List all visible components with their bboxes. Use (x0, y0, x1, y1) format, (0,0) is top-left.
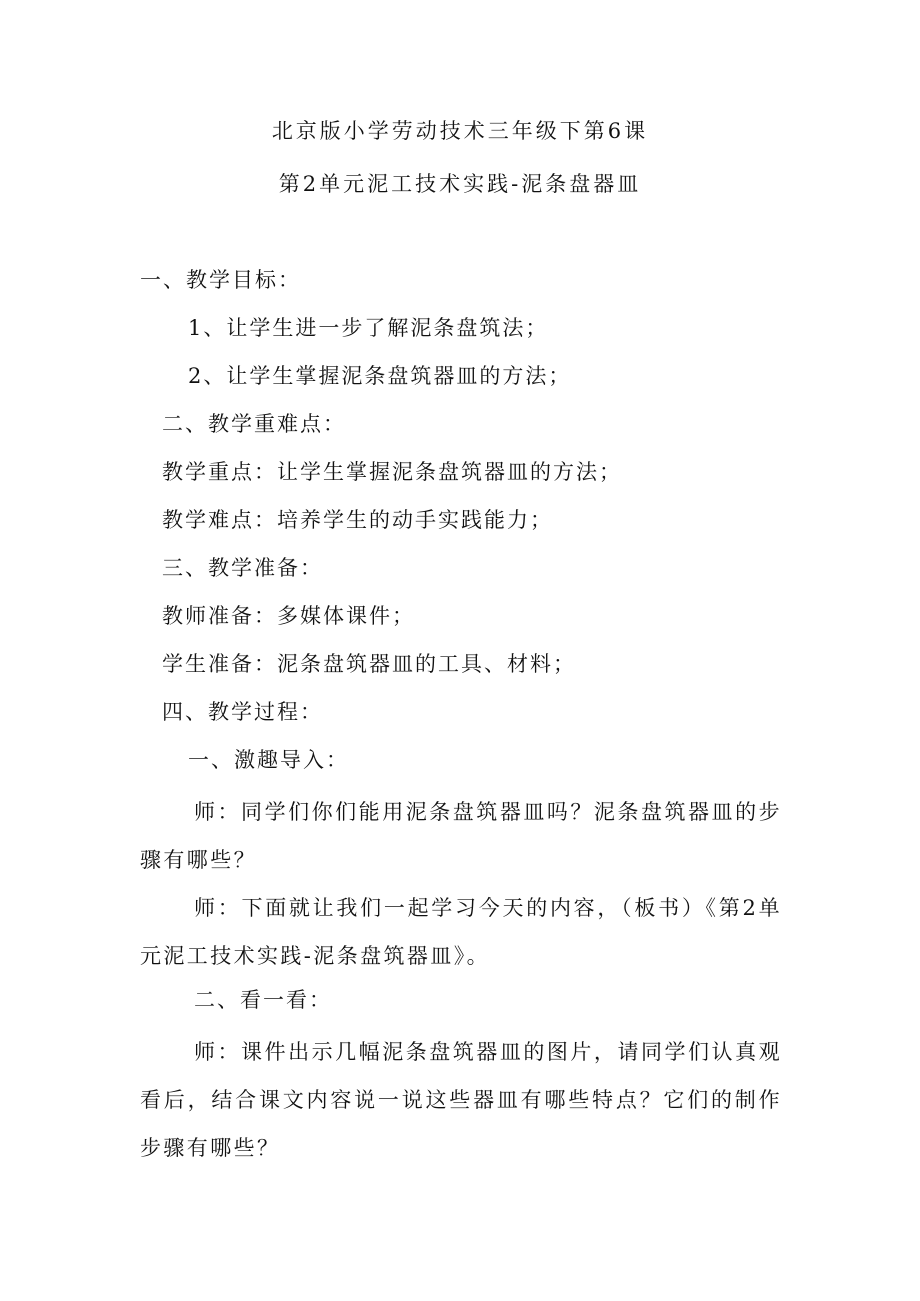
key-points-heading: 二、教学重难点： (162, 412, 346, 436)
difficult-point-text: 教学难点：培养学生的动手实践能力； (162, 508, 553, 532)
objectives-heading: 一、教学目标： (140, 268, 301, 292)
process-heading: 四、教学过程： (162, 700, 323, 724)
step2-paragraph-1: 师：课件出示几幅泥条盘筑器皿的图片，请同学们认真观看后，结合课文内容说一说这些器皿有哪些特点？它们的制作步骤有哪些？ (140, 1040, 782, 1160)
teacher-prep-text: 教师准备：多媒体课件； (162, 604, 415, 628)
key-point-text: 教学重点：让学生掌握泥条盘筑器皿的方法； (162, 460, 622, 484)
objective-item-2: 2、让学生掌握泥条盘筑器皿的方法； (188, 364, 572, 388)
preparation-heading: 三、教学准备： (162, 556, 323, 580)
objective-item-1: 1、让学生进一步了解泥条盘筑法； (188, 316, 549, 340)
step2-heading: 二、看一看： (194, 988, 332, 1012)
document-title: 北京版小学劳动技术三年级下第6课 (271, 119, 649, 143)
step1-paragraph-1: 师：同学们你们能用泥条盘筑器皿吗？泥条盘筑器皿的步骤有哪些？ (140, 800, 782, 872)
step1-heading: 一、激趣导入： (188, 748, 349, 772)
document-subtitle: 第2单元泥工技术实践-泥条盘器皿 (278, 172, 642, 196)
student-prep-text: 学生准备：泥条盘筑器皿的工具、材料； (162, 652, 576, 676)
step1-paragraph-2: 师：下面就让我们一起学习今天的内容，（板书）《第2单元泥工技术实践-泥条盘筑器皿》。 (140, 896, 782, 968)
